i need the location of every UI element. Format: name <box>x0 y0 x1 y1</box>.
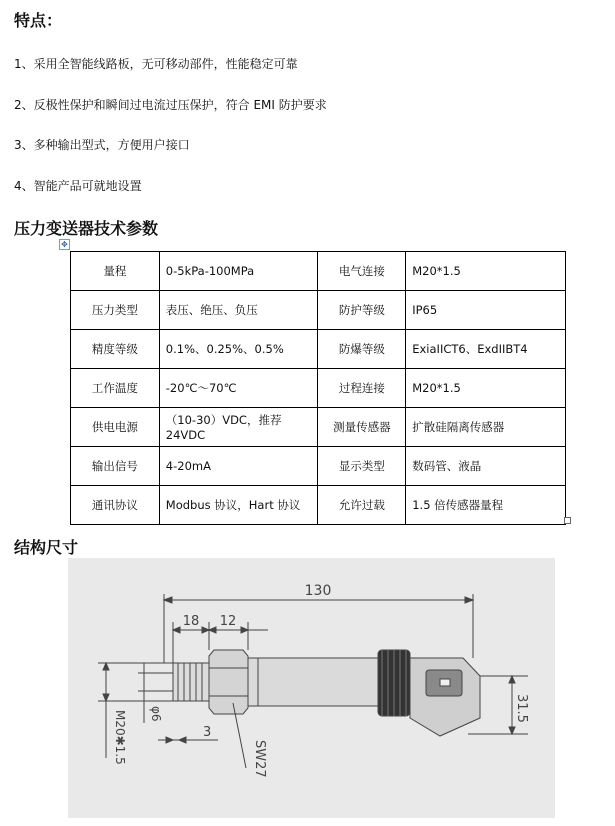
total-length-dimension <box>164 583 473 663</box>
thread-diameter-dimensions <box>98 663 173 765</box>
spec-value: M20*1.5 <box>406 369 566 408</box>
height-label: 31.5 <box>514 694 529 723</box>
dimension-drawing <box>68 558 555 818</box>
total-length-label: 130 <box>304 583 332 599</box>
spec-value: （10-30）VDC，推荐 24VDC <box>159 408 318 447</box>
spec-row <box>71 408 566 447</box>
spec-label: 允许过载 <box>318 486 406 525</box>
feature-item-1: 1、采用全智能线路板，无可移动部件，性能稳定可靠 <box>14 57 298 71</box>
hex-length-label: 12 <box>219 614 237 629</box>
sensor-body <box>248 658 378 706</box>
spec-value: 0-5kPa-100MPa <box>159 252 318 291</box>
recess-label: 3 <box>203 725 212 740</box>
spec-value: 表压、绝压、负压 <box>159 291 318 330</box>
spec-label: 电气连接 <box>318 252 406 291</box>
spec-row <box>71 369 566 408</box>
spec-row <box>71 252 566 291</box>
table-resize-handle[interactable] <box>564 517 571 524</box>
spec-label: 防护等级 <box>318 291 406 330</box>
feature-item-2: 2、反极性保护和瞬间过电流过压保护，符合 EMI 防护要求 <box>14 98 327 112</box>
bore-label: φ6 <box>149 706 163 722</box>
spec-label: 显示类型 <box>318 447 406 486</box>
dimensions-heading: 结构尺寸 <box>14 538 79 557</box>
spec-value: IP65 <box>406 291 566 330</box>
thread-label: M20✱1.5 <box>113 710 127 765</box>
hex-nut <box>209 650 248 714</box>
recess-dimension <box>158 725 218 743</box>
features-heading: 特点： <box>14 11 63 30</box>
spec-value: -20℃～70℃ <box>159 369 318 408</box>
spec-label: 工作温度 <box>71 369 160 408</box>
spec-label: 过程连接 <box>318 369 406 408</box>
spec-label: 压力类型 <box>71 291 160 330</box>
spec-table <box>70 251 566 525</box>
spec-value: 0.1%、0.25%、0.5% <box>159 330 318 369</box>
connector-head <box>410 658 480 736</box>
thread-body <box>173 663 209 701</box>
spec-label: 输出信号 <box>71 447 160 486</box>
spec-value: 4-20mA <box>159 447 318 486</box>
spec-row <box>71 486 566 525</box>
spec-label: 精度等级 <box>71 330 160 369</box>
spec-label: 通讯协议 <box>71 486 160 525</box>
dimension-drawing-svg <box>68 558 555 818</box>
feature-item-4: 4、智能产品可就地设置 <box>14 179 142 193</box>
hex-size-label: SW27 <box>252 740 267 778</box>
spec-value: 1.5 倍传感器量程 <box>406 486 566 525</box>
feature-item-3: 3、多种输出型式，方便用户接口 <box>14 138 190 152</box>
spec-value: 数码管、液晶 <box>406 447 566 486</box>
spec-label: 防爆等级 <box>318 330 406 369</box>
spec-value: ExiaIICT6、ExdIIBT4 <box>406 330 566 369</box>
spec-label: 量程 <box>71 252 160 291</box>
spec-row <box>71 330 566 369</box>
spec-value: 扩散硅隔离传感器 <box>406 408 566 447</box>
thread-length-label: 18 <box>182 614 200 629</box>
table-move-handle-icon[interactable]: ✥ <box>59 239 70 250</box>
specs-heading: 压力变送器技术参数 <box>14 219 159 238</box>
cable-gland <box>378 650 410 716</box>
spec-label: 测量传感器 <box>318 408 406 447</box>
spec-value: Modbus 协议，Hart 协议 <box>159 486 318 525</box>
spec-row <box>71 291 566 330</box>
spec-label: 供电电源 <box>71 408 160 447</box>
spec-row <box>71 447 566 486</box>
spec-value: M20*1.5 <box>406 252 566 291</box>
